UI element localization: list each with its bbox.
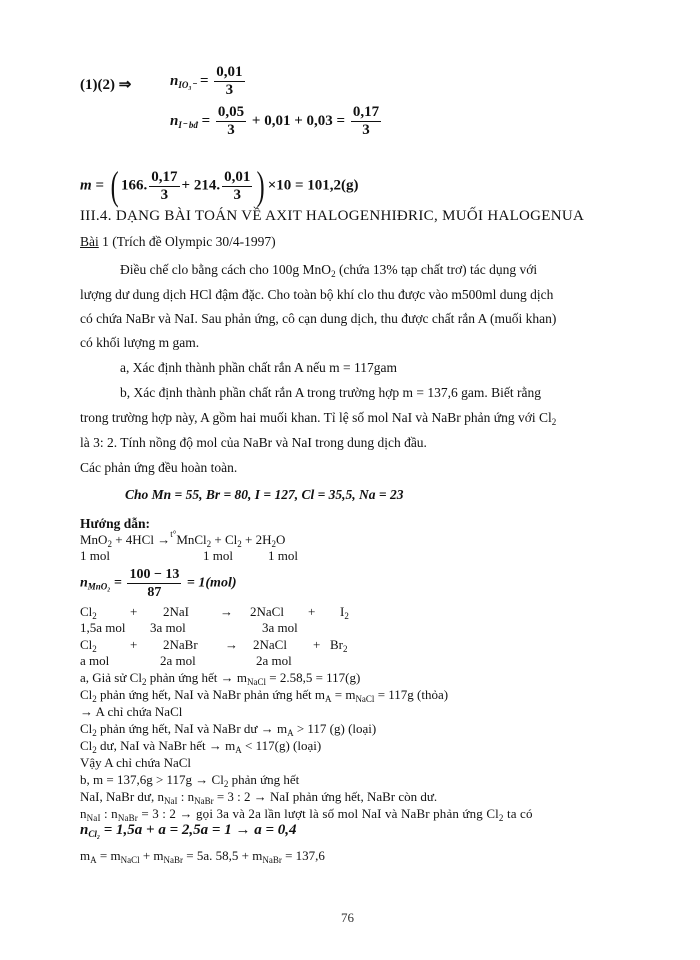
reaction-2-mol-2: 3a mol — [150, 620, 186, 635]
fraction: $\frac{0,05}{3}$ — [217, 104, 245, 138]
reaction-2-product: 2NaCl — [250, 604, 284, 619]
formula-mass: m = ( 166. $\frac{0,17}{3}$ + 214. $\frac{0,01}{3}$ ) ×10 = 101,2(g) — [80, 163, 359, 208]
guide-title: Hướng dẫn: — [80, 516, 150, 531]
reaction-1-mol-3: 1 mol — [268, 548, 298, 563]
problem-line-3: có chứa NaBr và NaI. Sau phản ứng, cô cạn dung dịch, thu được chất rắn A (muối khan) — [80, 311, 557, 326]
problem-line-4: có khối lượng m gam. — [80, 335, 200, 350]
formula-n-io3: $n_{IO_3^-}$ = $\frac{0,01}{3}$ — [170, 64, 243, 98]
solution-line-7: b, $m = 137,6g > 117g \to Cl_2$ phản ứng hết — [80, 772, 300, 789]
solution-line-3: → A chỉ chứa NaCl — [80, 704, 183, 719]
given-atomic-masses: Cho Mn = 55, Br = 80, I = 127, Cl = 35,5, Na = 23 — [125, 487, 404, 502]
reaction-3-mol-1: a mol — [80, 653, 110, 668]
left-paren: ( — [110, 163, 119, 208]
reaction-3-reactant: 2NaBr — [163, 637, 198, 652]
question-b-line-1: b, Xác định thành phần chất rắn A trong trường hợp m = 137,6 gam. Biết rằng — [120, 385, 542, 400]
reaction-3-plus: + — [130, 637, 138, 652]
problem-title: Bài 1 (Trích đề Olympic 30/4-1997) — [80, 234, 276, 249]
reaction-3-arrow: → — [225, 637, 238, 652]
reaction-2-reactant: 2NaI — [163, 604, 189, 619]
reaction-3-mol-2: 2a mol — [160, 653, 196, 668]
reaction-2-cl2: $Cl_2$ — [80, 604, 97, 621]
page-number: 76 — [341, 910, 354, 925]
fraction: $\frac{0,17}{3}$ — [352, 104, 380, 138]
fraction: $\frac{0,01}{3}$ — [216, 64, 243, 98]
step-label: (1)(2) ⇒ — [80, 77, 132, 93]
problem-line-2: lượng dư dung dịch HCl đậm đặc. Cho toàn bộ khí clo thu được vào m500ml dung dịch — [80, 287, 554, 302]
fraction: $\frac{0,17}{3}$ — [151, 168, 178, 203]
solution-line-8: NaI, NaBr dư, $n_{NaI}$ : $n_{NaBr} = 3$ : 2 → NaI phản ứng hết, NaBr còn dư. — [80, 789, 438, 806]
reaction-2-arrow: → — [220, 604, 233, 619]
complete-note: Các phản ứng đều hoàn toàn. — [80, 460, 238, 475]
reaction-3-cl2: $Cl_2$ — [80, 637, 97, 654]
fraction: $\frac{100 - 13}{87}$ — [129, 567, 180, 600]
formula-n-total: $n_{I^- bđ}$ = $\frac{0,05}{3}$ + 0,01 + 0,03 = $\frac{0,17}{3}$ — [170, 104, 380, 138]
reaction-3-product: 2NaCl — [253, 637, 287, 652]
right-paren: ) — [257, 163, 266, 208]
section-heading: III.4. DẠNG BÀI TOÁN VỀ AXIT HALOGENHIĐRIC, MUỐI HALOGENUA — [80, 208, 585, 224]
solution-line-4: $Cl_2$ phản ứng hết, NaI và NaBr dư → $m_A > 117$ (g) (loại) — [80, 721, 377, 738]
solution-line-6: Vậy A chỉ chứa NaCl — [80, 755, 192, 770]
formula-n-cl2: $n_{Cl_2} = 1,5a + a = 2,5a = 1 \to a = 0,4$ — [80, 822, 297, 839]
reaction-2-plus: + — [130, 604, 138, 619]
solution-line-2: $Cl_2$ phản ứng hết, NaI và NaBr phản ứng hết $m_A = m_{NaCl} = 117g$ (thỏa) — [80, 687, 449, 704]
question-b-line-2: trong trường hợp này, A gồm hai muối khan. Tỉ lệ số mol NaI và NaBr phản ứng với $Cl_2$ — [80, 410, 557, 427]
solution-line-1: a, Giả sử $Cl_2$ phản ứng hết → $m_{NaCl} = 2.58,5 = 117(g)$ — [80, 670, 361, 687]
reaction-3-mol-3: 2a mol — [256, 653, 292, 668]
reaction-1-mol-1: 1 mol — [80, 548, 110, 563]
reaction-1: MnO$_2$ + 4HCl →$^{t^\circ}$MnCl$_2$ + $Cl_2 + 2H_2O$ — [80, 529, 286, 549]
fraction: $\frac{0,01}{3}$ — [224, 168, 251, 203]
reaction-1-mol-2: 1 mol — [203, 548, 233, 563]
solution-line-5: $Cl_2$ dư, NaI và NaBr hết → $m_A < 117(g)$ (loại) — [80, 738, 322, 755]
question-b-line-3: là 3: 2. Tính nồng độ mol của NaBr và NaI trong dung dịch đầu. — [80, 435, 427, 450]
reaction-2-mol-3: 3a mol — [262, 620, 298, 635]
reaction-2-plus-2: + — [308, 604, 316, 619]
solution-line-11: $m_A = m_{NaCl} + m_{NaBr} = 5a$. $58,5 + m_{NaBr} = 137,6$ — [80, 848, 325, 865]
problem-line-1: Điều chế clo bằng cách cho 100g MnO$_2$ (chứa 13% tạp chất trơ) tác dụng với — [120, 262, 538, 279]
reaction-2-product-2: $I_2$ — [340, 604, 349, 621]
solution-line-9: $n_{NaI}$ : $n_{NaBr} = 3$ : 2 → gọi 3a và 2a lần lượt là số mol NaI và NaBr phản ứng $Cl_2$ ta có — [80, 806, 533, 823]
reaction-2-mol-1: 1,5a mol — [80, 620, 126, 635]
reaction-3-product-2: $Br_2$ — [330, 637, 348, 654]
reaction-3-plus-2: + — [313, 637, 321, 652]
question-a: a, Xác định thành phần chất rắn A nếu m = 117gam — [120, 360, 398, 375]
formula-n-mno2: $n_{MnO_2}$ = $\frac{100 - 13}{87}$ = 1(mol) — [80, 567, 237, 600]
